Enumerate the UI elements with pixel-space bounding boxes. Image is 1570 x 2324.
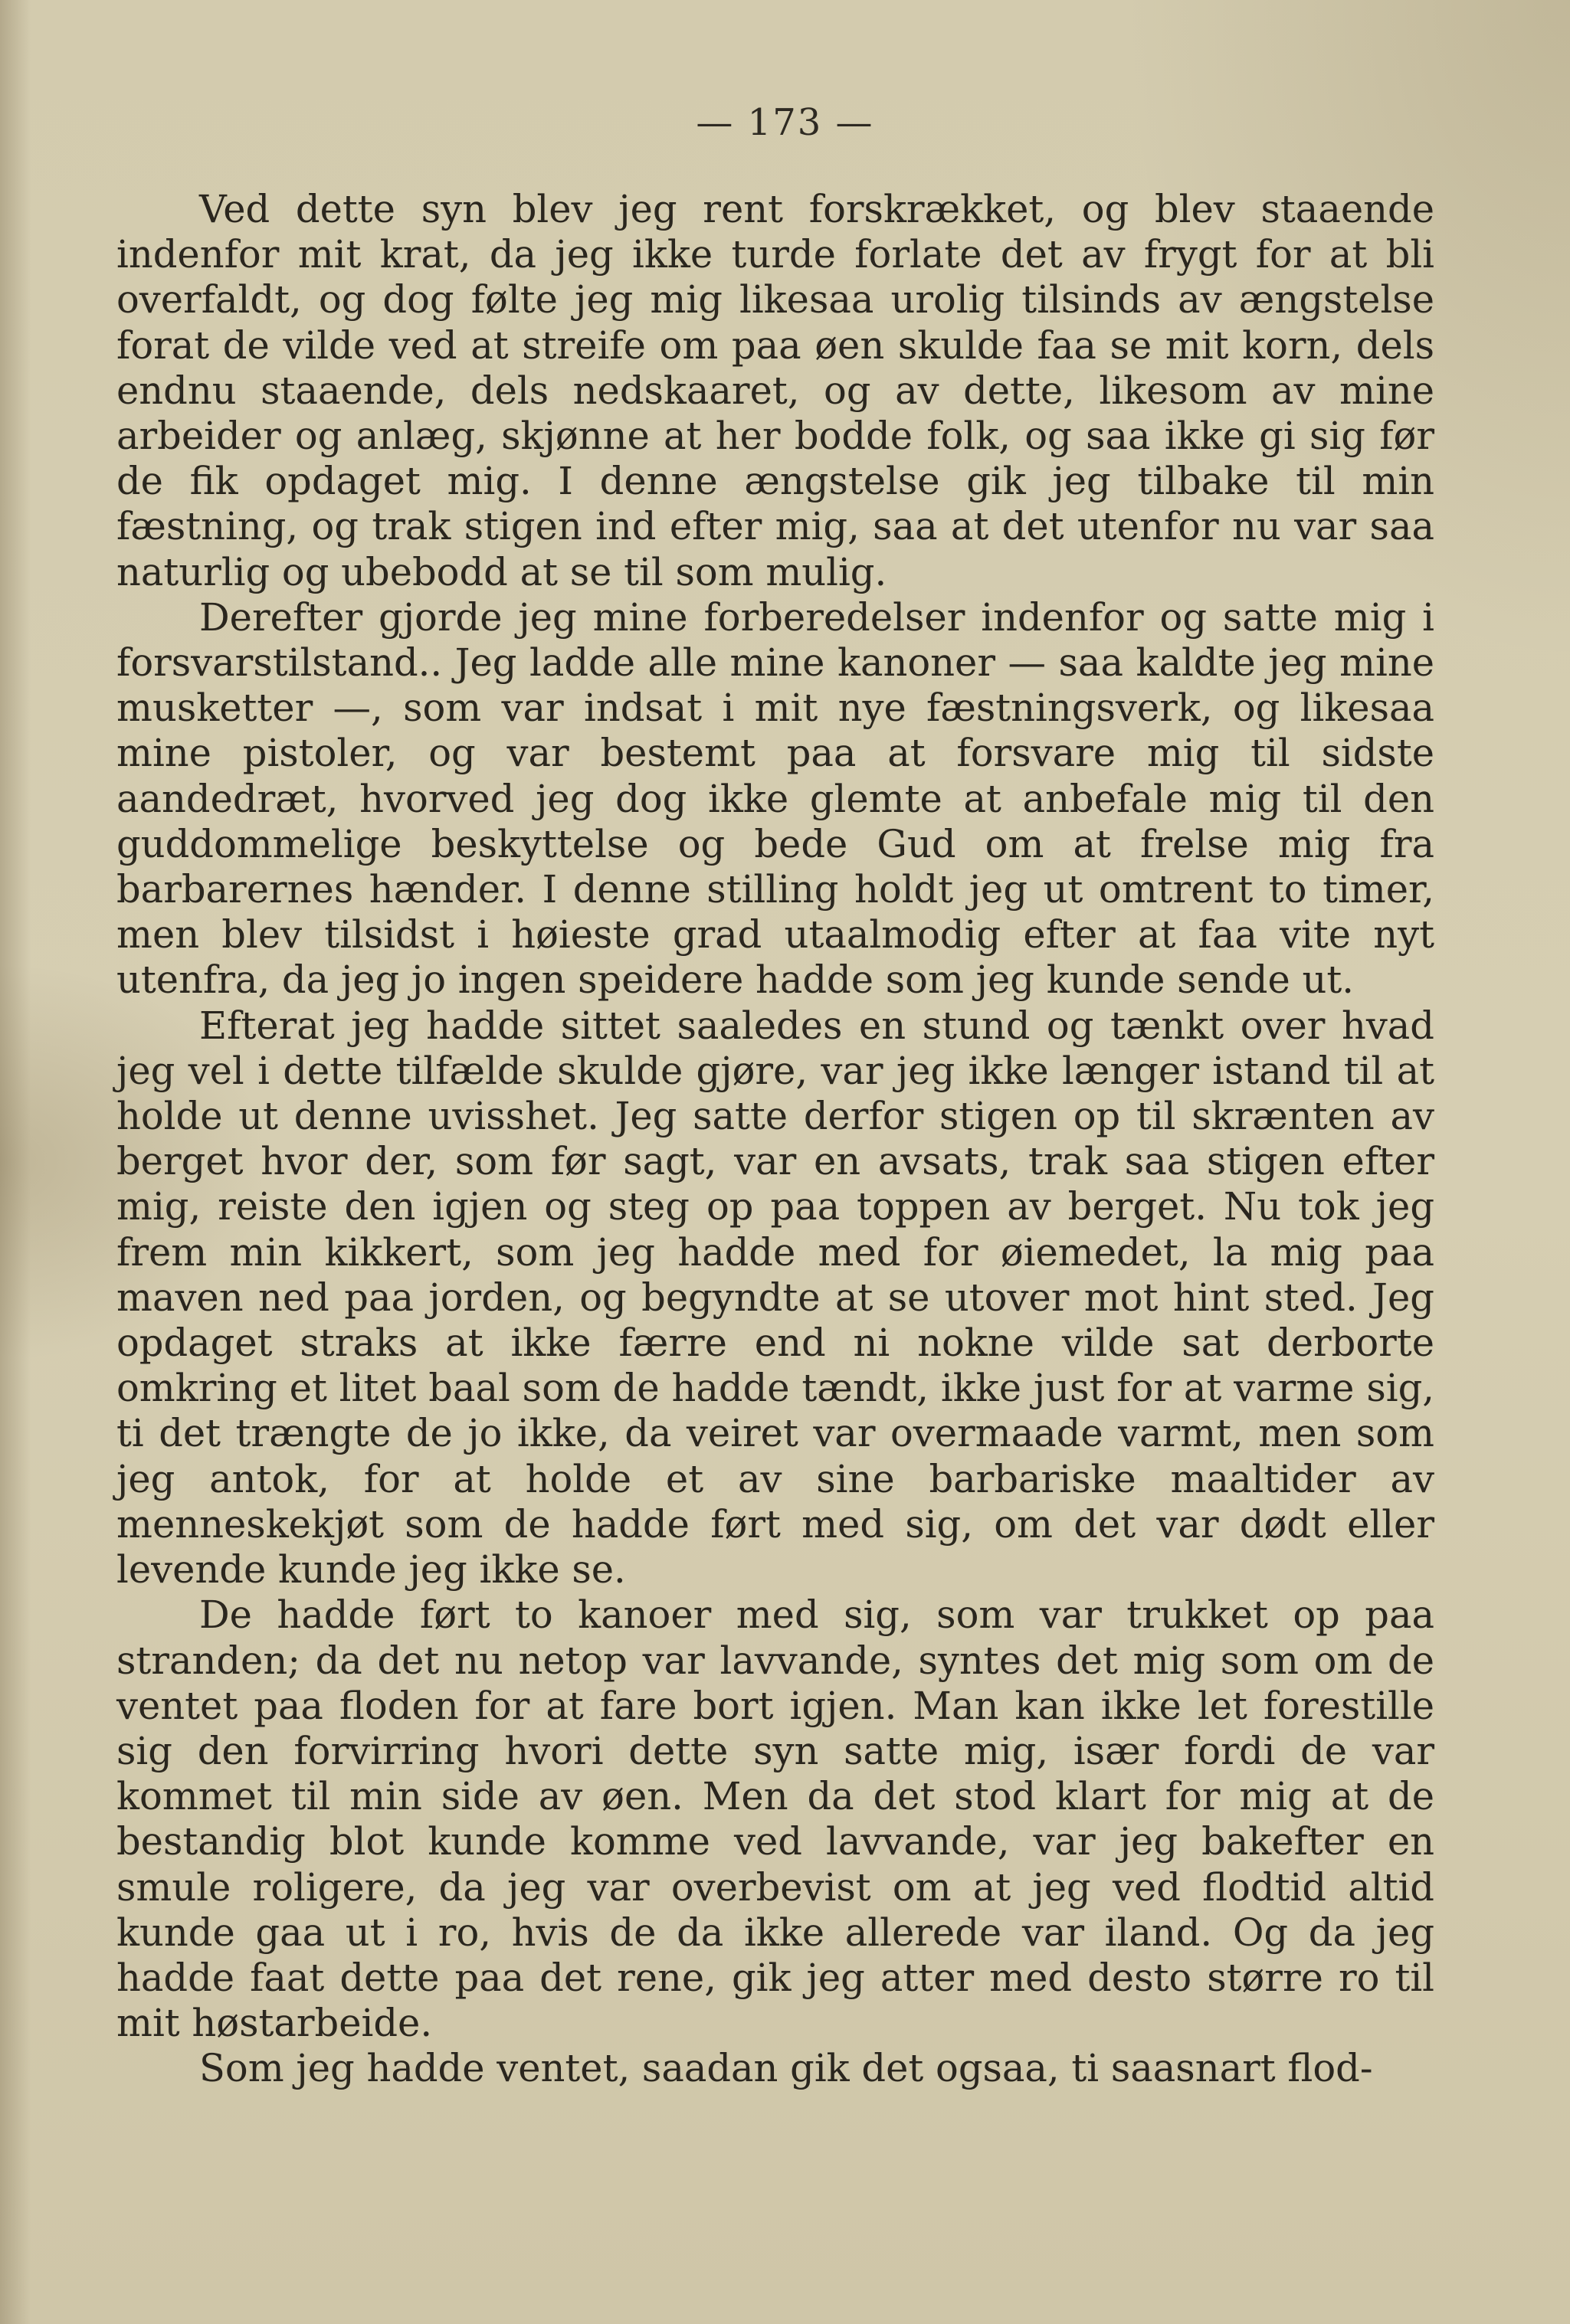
page-gutter-shadow (0, 0, 31, 2324)
body-text (116, 187, 1434, 2092)
paragraph-4: De hadde ført to kanoer med sig, som var trukket op paa stranden; da det nu netop var lavvande, syntes det mig som om de ventet paa floden for at fare bort igjen. Man kan ikke let forestille sig den forvirring hvori dette syn satte mig, især fordi de var kommet til min side av øen. Men da det stod klart for mig at de bestandig blot kunde komme ved lavvande, var jeg bakefter en smule roligere, da jeg var overbevist om at jeg ved flodtid altid kunde gaa ut i ro, hvis de da ikke allerede var iland. Og da jeg hadde faat dette paa det rene, gik jeg atter med desto større ro til mit høstarbeide. (116, 1592, 1434, 2046)
page-number: — 173 — (696, 101, 874, 144)
paragraph-1: Ved dette syn blev jeg rent forskrækket, og blev staaende indenfor mit krat, da jeg ikke turde forlate det av frygt for at bli overfaldt, og dog følte jeg mig likesaa urolig tilsinds av ængstelse forat de vilde ved at streife om paa øen skulde faa se mit korn, dels endnu staaende, dels nedskaaret, og av dette, likesom av mine arbeider og anlæg, skjønne at her bodde folk, og saa ikke gi sig før de fik opdaget mig. I denne ængstelse gik jeg tilbake til min fæstning, og trak stigen ind efter mig, saa at det utenfor nu var saa naturlig og ubebodd at se til som mulig. (116, 187, 1434, 594)
paragraph-5: Som jeg hadde ventet, saadan gik det ogsaa, ti saasnart flod- (199, 2046, 1373, 2091)
paragraph-2: Derefter gjorde jeg mine forberedelser indenfor og satte mig i forsvarstilstand.. Jeg ladde alle mine kanoner — saa kaldte jeg mine musketter —, som var indsat i mit nye fæstningsverk, og likesaa mine pistoler, og var bestemt paa at forsvare mig til sidste aandedræt, hvorved jeg dog ikke glemte at anbefale mig til den guddommelige beskyttelse og bede Gud om at frelse mig fra barbarernes hænder. I denne stilling holdt jeg ut omtrent to timer, men blev tilsidst i høieste grad utaalmodig efter at faa vite nyt utenfra, da jeg jo ingen speidere hadde som jeg kunde sende ut. (116, 594, 1434, 1003)
paragraph-3: Efterat jeg hadde sittet saaledes en stund og tænkt over hvad jeg vel i dette tilfælde skulde gjøre, var jeg ikke længer istand til at holde ut denne uvisshet. Jeg satte derfor stigen op til skrænten av berget hvor der, som før sagt, var en avsats, trak saa stigen efter mig, reiste den igjen og steg op paa toppen av berget. Nu tok jeg frem min kikkert, som jeg hadde med for øiemedet, la mig paa maven ned paa jorden, og begyndte at se utover mot hint sted. Jeg opdaget straks at ikke færre end ni nokne vilde sat derborte omkring et litet baal som de hadde tændt, ikke just for at varme sig, ti det trængte de jo ikke, da veiret var overmaade varmt, men som jeg antok, for at holde et av sine barbariske maaltider av menneskekjøt som de hadde ført med sig, om det var dødt eller levende kunde jeg ikke se. (116, 1003, 1434, 1592)
